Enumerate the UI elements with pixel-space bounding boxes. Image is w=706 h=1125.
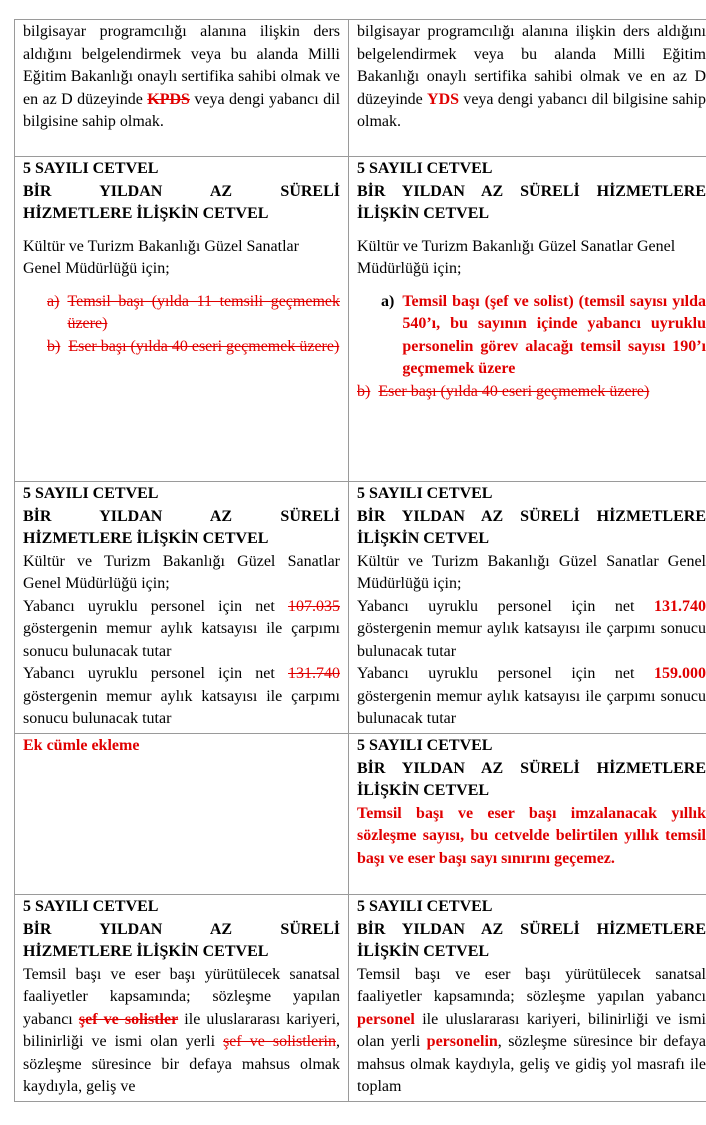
paragraph bbox=[357, 964, 706, 1099]
deleted-text: şef ve solistler bbox=[78, 1010, 179, 1028]
intro-text: Kültür ve Turizm Bakanlığı Güzel Sanatlar Genel Müdürlüğü için; bbox=[23, 552, 340, 592]
schedule-heading: 5 SAYILI CETVEL bbox=[23, 898, 159, 915]
list-marker: a) bbox=[381, 292, 395, 310]
schedule-heading: 5 SAYILI CETVEL bbox=[357, 160, 493, 177]
proposed-text-cell bbox=[349, 734, 706, 895]
deleted-text: Eser başı (yılda 40 eseri geçmemek üzere) bbox=[68, 337, 340, 355]
schedule-heading: BİR YILDAN AZ SÜRELİ bbox=[23, 920, 340, 938]
paragraph-text: ile uluslararası kariyeri, bilinirliği ve ismi olan yerli bbox=[357, 1010, 706, 1050]
schedule-heading: İLİŞKİN CETVEL bbox=[357, 205, 490, 222]
schedule-heading: BİR YILDAN AZ SÜRELİ HİZMETLERE bbox=[357, 507, 706, 525]
added-text: Temsil başı (şef ve solist) (temsil sayısı yılda 540’ı, bu sayının içinde yabancı uyruklu personelin görev alacağı temsil sayısı 190’ı geçmemek üzere bbox=[402, 292, 706, 377]
added-number: 159.000 bbox=[654, 665, 706, 682]
paragraph bbox=[357, 596, 706, 664]
paragraph bbox=[23, 964, 340, 1099]
deleted-text: KPDS bbox=[147, 90, 190, 108]
change-note: Ek cümle ekleme bbox=[23, 737, 140, 754]
paragraph-text: bilgisayar programcılığı alanına ilişkin ders aldığını belgelendirmek veya bu alanda Milli Eğitim Bakanlığı onaylı sertifika sahibi olmak ve en az D düzeyinde bbox=[357, 23, 706, 108]
paragraph-text: Yabancı uyruklu personel için net bbox=[23, 665, 288, 682]
paragraph-text: Temsil başı ve eser başı yürütülecek sanatsal faaliyetler kapsamında; sözleşme yapılan yabancı bbox=[357, 965, 706, 1005]
paragraph-text: veya dengi yabancı dil bilgisine sahip olmak. bbox=[357, 90, 706, 130]
added-number: 131.740 bbox=[654, 597, 706, 615]
schedule-heading: BİR YILDAN AZ SÜRELİ bbox=[23, 507, 340, 525]
schedule-heading: İLİŞKİN CETVEL bbox=[357, 943, 490, 960]
list-marker: a) bbox=[47, 292, 60, 310]
paragraph-text: göstergenin memur aylık katsayısı ile çarpımı sonucu bulunacak tutar bbox=[357, 687, 706, 727]
list-item bbox=[47, 336, 340, 359]
added-text: YDS bbox=[427, 90, 460, 108]
schedule-heading: BİR YILDAN AZ SÜRELİ HİZMETLERE bbox=[357, 759, 706, 777]
intro-text: Kültür ve Turizm Bakanlığı Güzel Sanatlar Genel Müdürlüğü için; bbox=[357, 552, 706, 592]
schedule-heading: HİZMETLERE İLİŞKİN CETVEL bbox=[23, 530, 269, 547]
current-text-cell bbox=[15, 482, 349, 734]
paragraph-text: Yabancı uyruklu personel için net bbox=[23, 597, 288, 615]
comparison-table bbox=[14, 19, 706, 1102]
paragraph-text: göstergenin memur aylık katsayısı ile çarpımı sonucu bulunacak tutar bbox=[23, 620, 340, 660]
schedule-heading: BİR YILDAN AZ SÜRELİ HİZMETLERE bbox=[357, 920, 706, 938]
list-item bbox=[381, 291, 706, 381]
paragraph-text: Yabancı uyruklu personel için net bbox=[357, 597, 654, 615]
current-text-cell bbox=[15, 157, 349, 482]
table-row bbox=[15, 157, 706, 482]
schedule-heading: 5 SAYILI CETVEL bbox=[357, 737, 493, 754]
added-text: personel bbox=[357, 1010, 415, 1028]
paragraph bbox=[23, 663, 340, 731]
schedule-heading: BİR YILDAN AZ SÜRELİ HİZMETLERE bbox=[357, 182, 706, 200]
proposed-text-cell bbox=[349, 895, 706, 1102]
paragraph-text: göstergenin memur aylık katsayısı ile çarpımı sonucu bulunacak tutar bbox=[23, 687, 340, 727]
table-row bbox=[15, 482, 706, 734]
added-text: Temsil başı ve eser başı imzalanacak yıllık sözleşme sayısı, bu cetvelde belirtilen yıllık temsil başı ve eser başı sayı sınırını geçemez. bbox=[357, 804, 706, 867]
schedule-heading: 5 SAYILI CETVEL bbox=[357, 898, 493, 915]
table-row bbox=[15, 895, 706, 1102]
schedule-heading: 5 SAYILI CETVEL bbox=[23, 160, 159, 177]
added-text: personelin bbox=[426, 1033, 498, 1050]
proposed-text-cell bbox=[349, 157, 706, 482]
table-row bbox=[15, 20, 706, 157]
paragraph-text: göstergenin memur aylık katsayısı ile çarpımı sonucu bulunacak tutar bbox=[357, 620, 706, 660]
paragraph bbox=[23, 596, 340, 664]
schedule-heading: HİZMETLERE İLİŞKİN CETVEL bbox=[23, 943, 269, 960]
proposed-text-cell bbox=[349, 20, 706, 157]
intro-text: Kültür ve Turizm Bakanlığı Güzel Sanatlar Genel Müdürlüğü için; bbox=[23, 237, 299, 277]
current-text-cell bbox=[15, 895, 349, 1102]
list-item bbox=[357, 381, 706, 404]
deleted-text: şef ve solistlerin bbox=[223, 1033, 336, 1050]
schedule-heading: İLİŞKİN CETVEL bbox=[357, 530, 490, 547]
paragraph-text: ile uluslararası kariyeri, bilinirliği ve ismi olan yerli bbox=[23, 1010, 341, 1050]
schedule-heading: HİZMETLERE İLİŞKİN CETVEL bbox=[23, 205, 269, 222]
current-text-cell bbox=[15, 734, 349, 895]
list-marker: b) bbox=[47, 337, 61, 355]
table-row bbox=[15, 734, 706, 895]
deleted-number: 131.740 bbox=[288, 665, 340, 682]
comparison-document bbox=[14, 19, 706, 1102]
current-text-cell bbox=[15, 20, 349, 157]
paragraph-text: , sözleşme süresince bir defaya mahsus olmak kaydıyla, geliş ve bbox=[23, 1033, 340, 1095]
paragraph bbox=[357, 663, 706, 731]
schedule-heading: 5 SAYILI CETVEL bbox=[23, 485, 159, 502]
schedule-heading: İLİŞKİN CETVEL bbox=[357, 782, 490, 799]
paragraph-text: bilgisayar programcılığı alanına ilişkin ders aldığını belgelendirmek veya bu alanda Milli Eğitim Bakanlığı onaylı sertifika sahibi olmak ve en az D düzeyinde bbox=[23, 23, 340, 108]
schedule-heading: 5 SAYILI CETVEL bbox=[357, 485, 493, 502]
paragraph-text: veya dengi yabancı dil bilgisine sahip olmak. bbox=[23, 90, 341, 130]
paragraph-text: Temsil başı ve eser başı yürütülecek sanatsal faaliyetler kapsamında; sözleşme yapılan yabancı bbox=[23, 965, 340, 1028]
paragraph-text: , sözleşme süresince bir defaya mahsus olmak kaydıyla, geliş ve gidiş yol masrafı ile toplam bbox=[357, 1033, 706, 1095]
deleted-text: Temsil başı (yılda 11 temsili geçmemek üzere) bbox=[67, 292, 340, 332]
paragraph-text: Yabancı uyruklu personel için net bbox=[357, 665, 654, 682]
list-item bbox=[47, 291, 340, 336]
intro-text: Kültür ve Turizm Bakanlığı Güzel Sanatlar Genel Müdürlüğü için; bbox=[357, 237, 676, 277]
deleted-number: 107.035 bbox=[288, 597, 340, 615]
list-marker: b) bbox=[357, 382, 371, 400]
schedule-heading: BİR YILDAN AZ SÜRELİ bbox=[23, 182, 340, 200]
proposed-text-cell bbox=[349, 482, 706, 734]
deleted-text: Eser başı (yılda 40 eseri geçmemek üzere) bbox=[378, 382, 650, 400]
